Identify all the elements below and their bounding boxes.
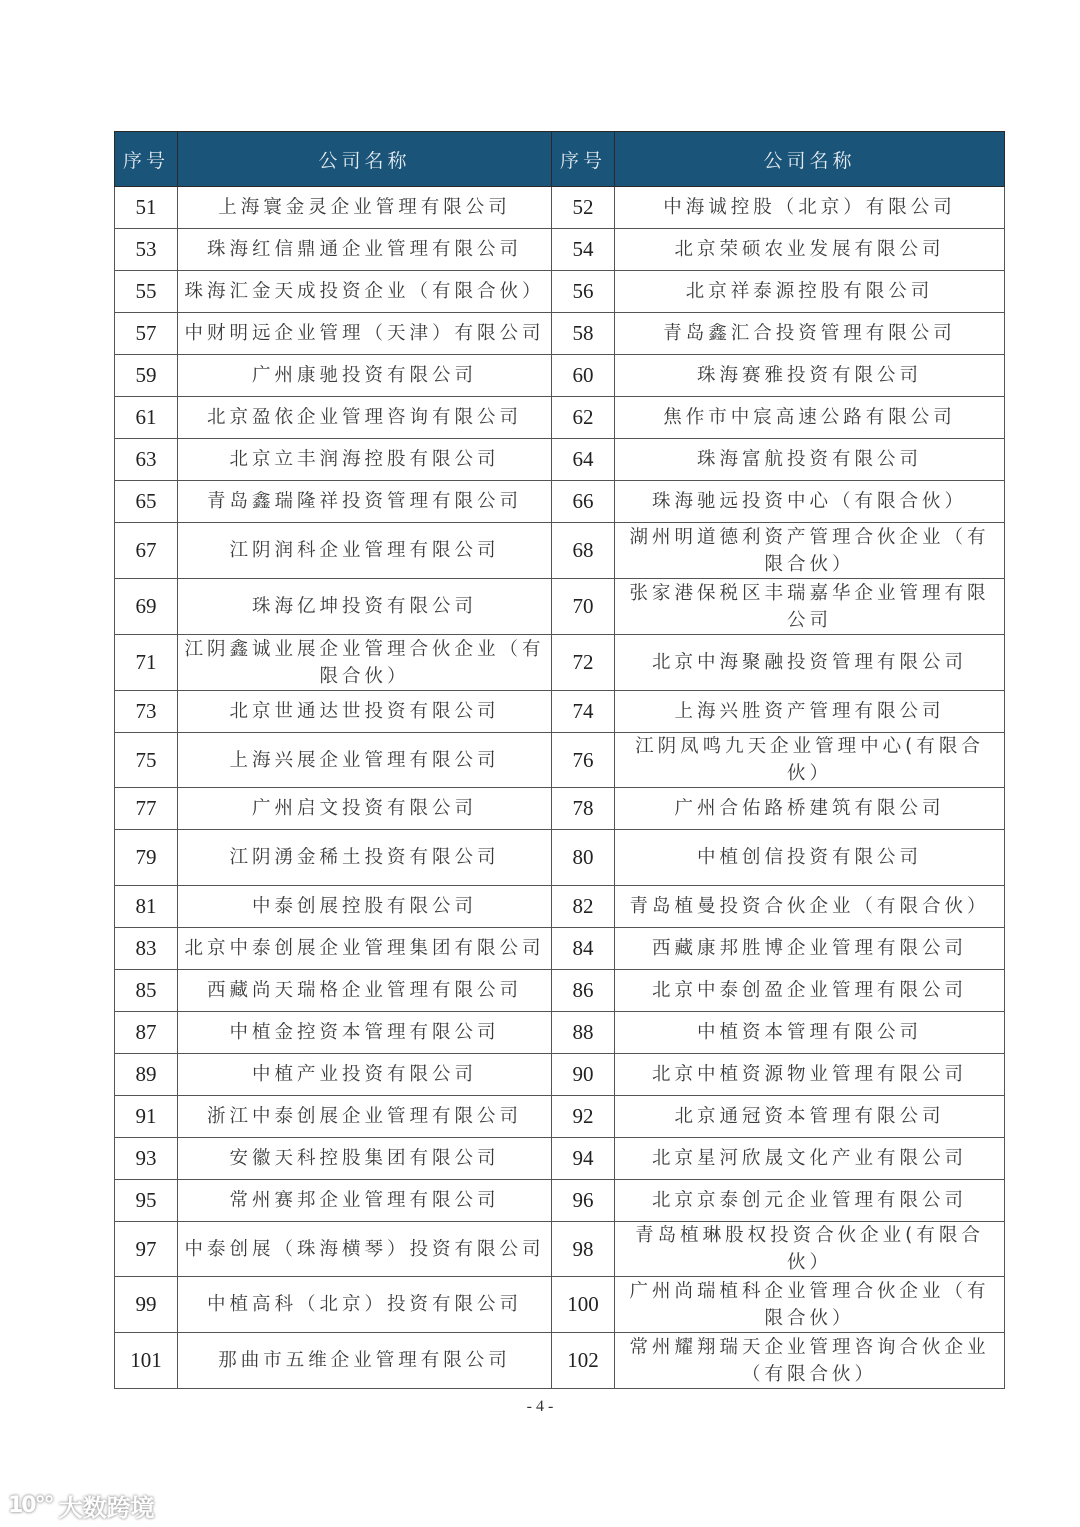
cell-seq-right: 74 xyxy=(552,691,615,733)
cell-company-left: 常州赛邦企业管理有限公司 xyxy=(178,1180,552,1222)
cell-seq-left: 93 xyxy=(115,1138,178,1180)
table-row xyxy=(115,313,1005,355)
cell-company-right: 中海诚控股（北京）有限公司 xyxy=(615,187,1005,229)
cell-seq-right: 76 xyxy=(552,733,615,788)
table-row xyxy=(115,1054,1005,1096)
cell-seq-left: 67 xyxy=(115,523,178,579)
cell-seq-right: 66 xyxy=(552,481,615,523)
page-number: - 4 - xyxy=(526,1398,554,1415)
table-row xyxy=(115,788,1005,830)
cell-seq-right: 78 xyxy=(552,788,615,830)
cell-company-left: 珠海亿坤投资有限公司 xyxy=(178,579,552,635)
cell-company-right: 湖州明道德利资产管理合伙企业（有限合伙） xyxy=(615,523,1005,579)
table-row xyxy=(115,1277,1005,1333)
table-row xyxy=(115,1012,1005,1054)
cell-company-left: 广州启文投资有限公司 xyxy=(178,788,552,830)
cell-seq-right: 72 xyxy=(552,635,615,691)
cell-company-right: 青岛植曼投资合伙企业（有限合伙） xyxy=(615,886,1005,928)
header-seq-right: 序号 xyxy=(552,132,615,187)
table-row xyxy=(115,691,1005,733)
cell-company-right: 张家港保税区丰瑞嘉华企业管理有限公司 xyxy=(615,579,1005,635)
cell-seq-right: 80 xyxy=(552,830,615,886)
watermark xyxy=(8,1488,155,1523)
cell-company-left: 珠海汇金天成投资企业（有限合伙） xyxy=(178,271,552,313)
cell-seq-right: 100 xyxy=(552,1277,615,1333)
cell-seq-right: 70 xyxy=(552,579,615,635)
table-row xyxy=(115,481,1005,523)
cell-company-right: 中植资本管理有限公司 xyxy=(615,1012,1005,1054)
cell-company-right: 北京荣硕农业发展有限公司 xyxy=(615,229,1005,271)
cell-company-left: 青岛鑫瑞隆祥投资管理有限公司 xyxy=(178,481,552,523)
cell-company-left: 北京中泰创展企业管理集团有限公司 xyxy=(178,928,552,970)
cell-company-right: 广州尚瑞植科企业管理合伙企业（有限合伙） xyxy=(615,1277,1005,1333)
table-row xyxy=(115,579,1005,635)
cell-company-right: 珠海驰远投资中心（有限合伙） xyxy=(615,481,1005,523)
table-row xyxy=(115,229,1005,271)
cell-company-right: 江阴凤鸣九天企业管理中心(有限合伙） xyxy=(615,733,1005,788)
watermark-text: 大数跨境 xyxy=(58,1494,155,1522)
cell-company-right: 珠海赛雅投资有限公司 xyxy=(615,355,1005,397)
cell-company-left: 中植高科（北京）投资有限公司 xyxy=(178,1277,552,1333)
cell-seq-left: 95 xyxy=(115,1180,178,1222)
cell-company-right: 西藏康邦胜博企业管理有限公司 xyxy=(615,928,1005,970)
cell-company-left: 那曲市五维企业管理有限公司 xyxy=(178,1333,552,1389)
cell-company-left: 中财明远企业管理（天津）有限公司 xyxy=(178,313,552,355)
cell-company-right: 青岛鑫汇合投资管理有限公司 xyxy=(615,313,1005,355)
table-row xyxy=(115,523,1005,579)
table-row xyxy=(115,271,1005,313)
cell-company-right: 北京中植资源物业管理有限公司 xyxy=(615,1054,1005,1096)
cell-seq-left: 81 xyxy=(115,886,178,928)
cell-seq-right: 90 xyxy=(552,1054,615,1096)
table-row xyxy=(115,1180,1005,1222)
header-company-right: 公司名称 xyxy=(615,132,1005,187)
cell-seq-left: 101 xyxy=(115,1333,178,1389)
table-row xyxy=(115,830,1005,886)
cell-seq-right: 62 xyxy=(552,397,615,439)
cell-seq-left: 55 xyxy=(115,271,178,313)
cell-seq-left: 51 xyxy=(115,187,178,229)
cell-seq-left: 53 xyxy=(115,229,178,271)
cell-company-left: 珠海红信鼎通企业管理有限公司 xyxy=(178,229,552,271)
cell-company-right: 上海兴胜资产管理有限公司 xyxy=(615,691,1005,733)
cell-company-left: 北京立丰润海控股有限公司 xyxy=(178,439,552,481)
cell-seq-left: 69 xyxy=(115,579,178,635)
cell-seq-right: 54 xyxy=(552,229,615,271)
table-body xyxy=(115,187,1005,1389)
cell-company-left: 江阴湧金稀土投资有限公司 xyxy=(178,830,552,886)
cell-company-left: 中泰创展（珠海横琴）投资有限公司 xyxy=(178,1222,552,1277)
cell-seq-left: 77 xyxy=(115,788,178,830)
table-row xyxy=(115,733,1005,788)
cell-company-left: 中植金控资本管理有限公司 xyxy=(178,1012,552,1054)
cell-company-right: 北京祥泰源控股有限公司 xyxy=(615,271,1005,313)
table-row xyxy=(115,1222,1005,1277)
cell-company-right: 中植创信投资有限公司 xyxy=(615,830,1005,886)
cell-seq-left: 85 xyxy=(115,970,178,1012)
cell-company-right: 青岛植琳股权投资合伙企业(有限合伙） xyxy=(615,1222,1005,1277)
table-row xyxy=(115,1138,1005,1180)
cell-seq-right: 82 xyxy=(552,886,615,928)
cell-seq-left: 89 xyxy=(115,1054,178,1096)
company-list-table xyxy=(114,131,1005,1389)
cell-seq-right: 56 xyxy=(552,271,615,313)
header-seq-left: 序号 xyxy=(115,132,178,187)
cell-seq-right: 60 xyxy=(552,355,615,397)
cell-company-left: 上海寰金灵企业管理有限公司 xyxy=(178,187,552,229)
cell-company-left: 中泰创展控股有限公司 xyxy=(178,886,552,928)
table-row xyxy=(115,355,1005,397)
table-row xyxy=(115,1096,1005,1138)
table-row xyxy=(115,970,1005,1012)
cell-company-right: 常州耀翔瑞天企业管理咨询合伙企业（有限合伙） xyxy=(615,1333,1005,1389)
cell-seq-right: 88 xyxy=(552,1012,615,1054)
table-row xyxy=(115,1333,1005,1389)
table-row xyxy=(115,439,1005,481)
cell-seq-right: 98 xyxy=(552,1222,615,1277)
cell-company-left: 安徽天科控股集团有限公司 xyxy=(178,1138,552,1180)
table-row xyxy=(115,886,1005,928)
cell-seq-left: 59 xyxy=(115,355,178,397)
cell-seq-left: 97 xyxy=(115,1222,178,1277)
cell-company-right: 广州合佑路桥建筑有限公司 xyxy=(615,788,1005,830)
watermark-logo-icon: 10°° xyxy=(8,1493,53,1518)
cell-company-right: 北京京泰创元企业管理有限公司 xyxy=(615,1180,1005,1222)
cell-seq-left: 83 xyxy=(115,928,178,970)
cell-company-left: 上海兴展企业管理有限公司 xyxy=(178,733,552,788)
table-row xyxy=(115,397,1005,439)
cell-seq-left: 99 xyxy=(115,1277,178,1333)
cell-seq-left: 87 xyxy=(115,1012,178,1054)
cell-company-right: 北京中泰创盈企业管理有限公司 xyxy=(615,970,1005,1012)
cell-seq-left: 71 xyxy=(115,635,178,691)
cell-seq-right: 58 xyxy=(552,313,615,355)
cell-seq-right: 84 xyxy=(552,928,615,970)
cell-company-right: 珠海富航投资有限公司 xyxy=(615,439,1005,481)
cell-seq-right: 64 xyxy=(552,439,615,481)
table-row xyxy=(115,635,1005,691)
cell-company-left: 北京盈依企业管理咨询有限公司 xyxy=(178,397,552,439)
cell-company-right: 北京星河欣晟文化产业有限公司 xyxy=(615,1138,1005,1180)
cell-company-left: 中植产业投资有限公司 xyxy=(178,1054,552,1096)
cell-seq-left: 57 xyxy=(115,313,178,355)
cell-company-right: 焦作市中宸高速公路有限公司 xyxy=(615,397,1005,439)
table-row xyxy=(115,928,1005,970)
cell-company-right: 北京通冠资本管理有限公司 xyxy=(615,1096,1005,1138)
cell-company-left: 江阴润科企业管理有限公司 xyxy=(178,523,552,579)
cell-company-left: 浙江中泰创展企业管理有限公司 xyxy=(178,1096,552,1138)
table-header-row xyxy=(115,132,1005,187)
cell-company-right: 北京中海聚融投资管理有限公司 xyxy=(615,635,1005,691)
cell-company-left: 西藏尚天瑞格企业管理有限公司 xyxy=(178,970,552,1012)
cell-seq-right: 102 xyxy=(552,1333,615,1389)
cell-seq-right: 96 xyxy=(552,1180,615,1222)
cell-company-left: 江阴鑫诚业展企业管理合伙企业（有限合伙） xyxy=(178,635,552,691)
cell-seq-left: 73 xyxy=(115,691,178,733)
cell-seq-right: 68 xyxy=(552,523,615,579)
cell-seq-left: 65 xyxy=(115,481,178,523)
cell-seq-left: 91 xyxy=(115,1096,178,1138)
cell-seq-right: 52 xyxy=(552,187,615,229)
cell-company-left: 北京世通达世投资有限公司 xyxy=(178,691,552,733)
cell-seq-left: 75 xyxy=(115,733,178,788)
cell-seq-left: 63 xyxy=(115,439,178,481)
table-row xyxy=(115,187,1005,229)
cell-seq-left: 79 xyxy=(115,830,178,886)
cell-company-left: 广州康驰投资有限公司 xyxy=(178,355,552,397)
header-company-left: 公司名称 xyxy=(178,132,552,187)
cell-seq-right: 92 xyxy=(552,1096,615,1138)
cell-seq-right: 86 xyxy=(552,970,615,1012)
cell-seq-right: 94 xyxy=(552,1138,615,1180)
cell-seq-left: 61 xyxy=(115,397,178,439)
